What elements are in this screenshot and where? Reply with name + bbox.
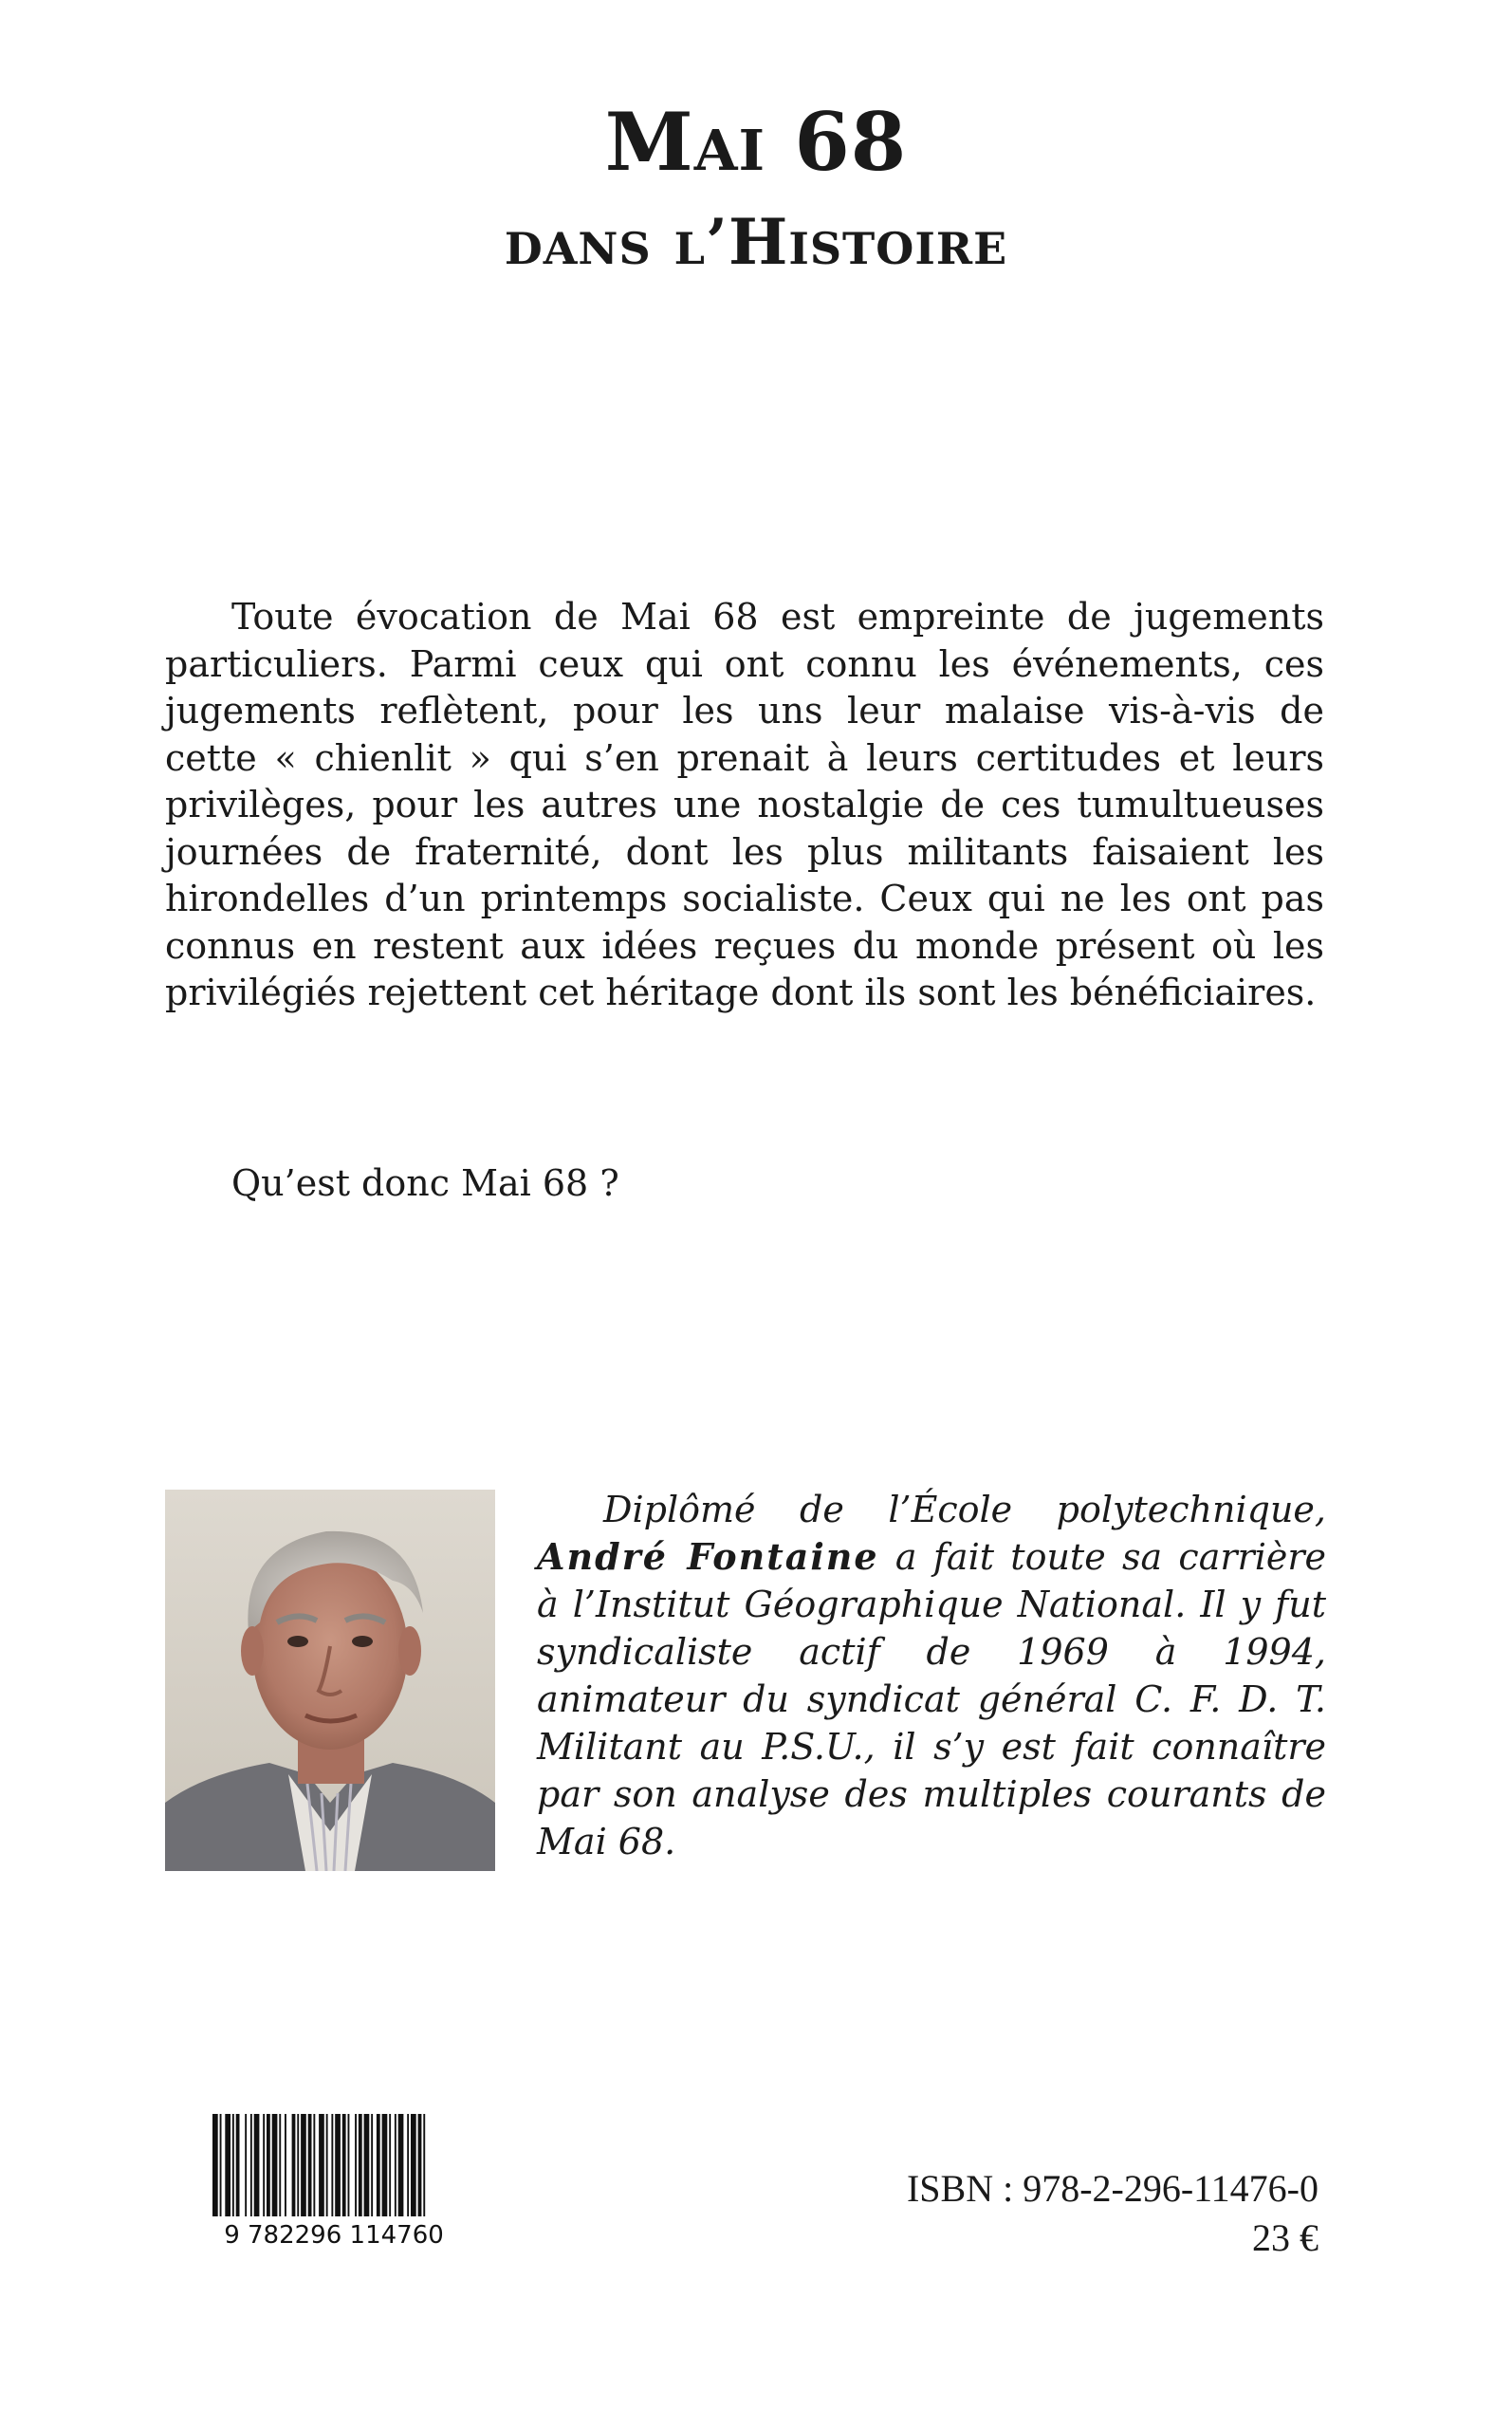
barcode-bar — [364, 2114, 370, 2216]
book-title — [0, 90, 1512, 289]
barcode-bar — [220, 2114, 222, 2216]
barcode-digits: 9 782296 114760 — [224, 2221, 444, 2247]
barcode-bar — [301, 2114, 306, 2216]
barcode-bar — [250, 2114, 252, 2216]
blurb-question: Qu’est donc Mai 68 ? — [231, 1162, 619, 1204]
barcode-bar — [236, 2114, 240, 2216]
isbn-text: ISBN : 978-2-296-11476-0 — [906, 2167, 1318, 2210]
barcode-bar — [212, 2114, 218, 2216]
barcode-bar — [348, 2114, 350, 2216]
price-text: 23 € — [1252, 2216, 1318, 2259]
barcode-bar — [292, 2114, 296, 2216]
barcode-bar — [359, 2114, 362, 2216]
barcode-bars — [192, 2114, 476, 2247]
barcode-bar — [308, 2114, 312, 2216]
barcode-bar — [245, 2114, 247, 2216]
barcode-bar — [382, 2114, 388, 2216]
blurb-paragraph: Toute évocation de Mai 68 est empreinte de jugements particuliers. Parmi ceux qui ont connu les événements, ces jugements reflètent, pour les uns leur malaise vis-à-vis de cette « chienlit » qui s’en prenait à leurs certitudes et leurs privilèges, pour les autres une nostalgie de ces tumultueuses journées de fraternité, dont les plus militants faisaient les hirondelles d’un printemps socialiste. Ceux qui ne les ont pas connus en restent aux idées reçues du monde présent où les privilégiés rejettent cet héritage dont ils sont les bénéficiaires. — [165, 596, 1324, 1013]
barcode-bar — [263, 2114, 265, 2216]
barcode-bar — [371, 2114, 373, 2216]
title-line-2: dans l’Histoire — [504, 205, 1008, 279]
isbn-barcode — [192, 2114, 476, 2247]
barcode-bar — [319, 2114, 324, 2216]
barcode-bar — [395, 2114, 396, 2216]
author-bio-paragraph — [537, 1486, 1326, 1865]
barcode-bar — [418, 2114, 422, 2216]
barcode-bar — [355, 2114, 357, 2216]
author-bio — [537, 1486, 1326, 1865]
barcode-bar — [423, 2114, 425, 2216]
barcode-bar — [389, 2114, 391, 2216]
author-portrait — [165, 1490, 495, 1871]
back-cover-blurb — [165, 594, 1324, 1017]
author-bio-intro: Diplômé de l’École polytechnique, — [603, 1489, 1326, 1530]
title-line-1: Mai 68 — [604, 95, 908, 189]
barcode-bar — [267, 2114, 270, 2216]
barcode-bar — [313, 2114, 315, 2216]
barcode-bar — [398, 2114, 404, 2216]
barcode-bar — [407, 2114, 409, 2216]
barcode-bar — [326, 2114, 328, 2216]
barcode-bar — [285, 2114, 286, 2216]
barcode-bar — [254, 2114, 260, 2216]
barcode-bar — [232, 2114, 234, 2216]
author-photo-illustration — [165, 1490, 495, 1871]
barcode-bar — [377, 2114, 380, 2216]
barcode-bar — [411, 2114, 416, 2216]
barcode-bar — [335, 2114, 341, 2216]
barcode-bar — [331, 2114, 333, 2216]
barcode-bar — [272, 2114, 278, 2216]
barcode-bar — [342, 2114, 346, 2216]
author-bio-text: a fait toute sa carrière à l’Institut Géographique National. Il y fut syndicaliste actif de 1969 à 1994, animateur du syndicat général C. F. D. T. Militant au P.S.U., il s’y est fait connaître par son analyse des multiples courants de Mai 68. — [537, 1536, 1326, 1862]
barcode-bar — [297, 2114, 299, 2216]
barcode-bar — [279, 2114, 281, 2216]
author-name: André Fontaine — [537, 1535, 879, 1578]
barcode-bar — [225, 2114, 230, 2216]
